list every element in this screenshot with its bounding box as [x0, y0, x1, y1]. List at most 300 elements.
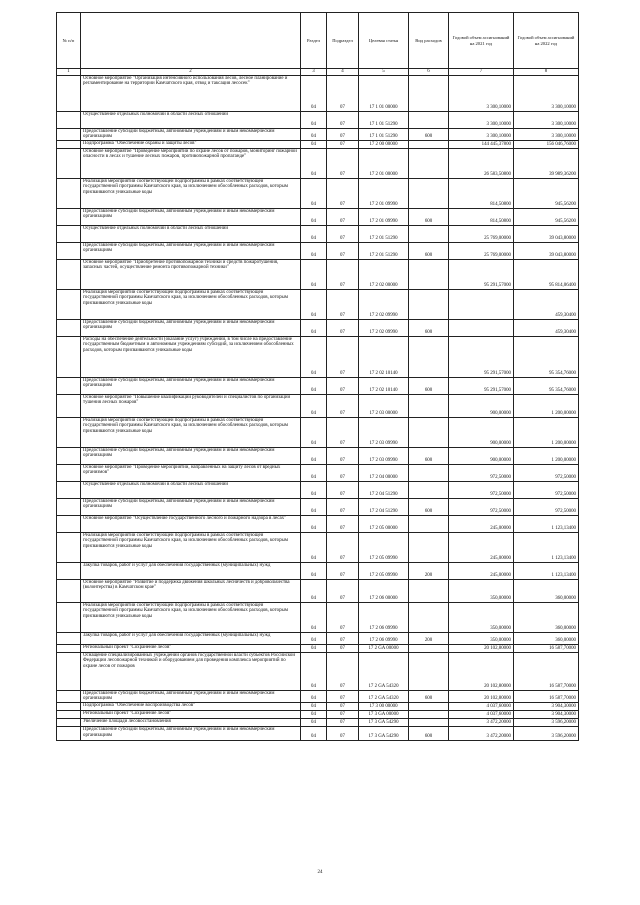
- cell-section: 04: [301, 319, 327, 336]
- cell-amount-2022: 3 596,20000: [514, 726, 579, 740]
- cell-section: 04: [301, 702, 327, 710]
- cell-num: [57, 75, 81, 111]
- column-number: 5: [359, 69, 409, 76]
- table-row: [57, 75, 579, 111]
- cell-article: 17 2 01 09990: [359, 178, 409, 208]
- cell-amount-2021: 972,50000: [449, 498, 514, 515]
- cell-article: 17 2 01 51290: [359, 242, 409, 259]
- header-name: [81, 13, 301, 69]
- cell-article: 17 2 03 09990: [359, 447, 409, 464]
- cell-name: Осуществление отдельных полномочий в области лесных отношений: [81, 225, 301, 242]
- cell-subsection: 07: [327, 602, 359, 632]
- cell-num: [57, 515, 81, 532]
- cell-amount-2021: 900,00000: [449, 417, 514, 447]
- cell-subsection: 07: [327, 726, 359, 740]
- cell-expense-type: [409, 75, 449, 111]
- cell-num: [57, 377, 81, 394]
- cell-section: 04: [301, 562, 327, 579]
- cell-section: 04: [301, 148, 327, 178]
- cell-amount-2021: 814,50800: [449, 178, 514, 208]
- cell-amount-2021: 900,00000: [449, 394, 514, 417]
- cell-section: 04: [301, 394, 327, 417]
- cell-amount-2022: 39 043,80000: [514, 225, 579, 242]
- cell-subsection: 07: [327, 464, 359, 481]
- cell-subsection: 07: [327, 140, 359, 148]
- cell-amount-2021: 972,50000: [449, 481, 514, 498]
- cell-amount-2021: 3 472,20000: [449, 718, 514, 726]
- cell-article: 17 2 02 10140: [359, 377, 409, 394]
- cell-amount-2022: 156 046,76000: [514, 140, 579, 148]
- cell-num: [57, 111, 81, 128]
- cell-name: Региональный проект "Сохранение лесов": [81, 644, 301, 652]
- cell-subsection: 07: [327, 394, 359, 417]
- cell-num: [57, 447, 81, 464]
- cell-amount-2021: 4 037,60000: [449, 702, 514, 710]
- cell-expense-type: [409, 602, 449, 632]
- cell-article: 17 2 00 00000: [359, 140, 409, 148]
- cell-section: 04: [301, 377, 327, 394]
- cell-amount-2022: 1 200,00000: [514, 447, 579, 464]
- cell-name: Основное мероприятие "Проведение мероприятий, направленных на защиту лесов от вредных организмов": [81, 464, 301, 481]
- table-row: [57, 498, 579, 515]
- cell-subsection: 07: [327, 515, 359, 532]
- cell-section: 04: [301, 481, 327, 498]
- cell-section: 04: [301, 140, 327, 148]
- header-num: № п/п: [57, 13, 81, 69]
- cell-section: 04: [301, 726, 327, 740]
- cell-amount-2022: 360,00000: [514, 602, 579, 632]
- header-2022: Годовой объем ассигнований на 2022 год: [514, 13, 579, 69]
- cell-amount-2022: 3 904,30000: [514, 702, 579, 710]
- table-row: [57, 652, 579, 690]
- cell-amount-2021: 20 102,80000: [449, 690, 514, 702]
- cell-num: [57, 128, 81, 140]
- cell-num: [57, 632, 81, 644]
- cell-expense-type: [409, 259, 449, 289]
- cell-subsection: 07: [327, 702, 359, 710]
- cell-expense-type: [409, 111, 449, 128]
- column-number-row: [57, 69, 579, 76]
- cell-name: Основное мероприятие "Организация интенсивного использования лесов, лесное планирование и регламентирование на территории Камчатского края, отвод и таксация лесосек": [81, 75, 301, 111]
- cell-name: Предоставление субсидий бюджетным, автономным учреждениям и иным некоммерческим организациям: [81, 128, 301, 140]
- table-row: [57, 602, 579, 632]
- cell-expense-type: [409, 225, 449, 242]
- cell-section: 04: [301, 579, 327, 602]
- cell-section: 04: [301, 602, 327, 632]
- column-number: 3: [301, 69, 327, 76]
- cell-num: [57, 690, 81, 702]
- table-row: [57, 289, 579, 319]
- cell-amount-2021: 25 769,00000: [449, 225, 514, 242]
- cell-name: Реализация мероприятий соответствующей подпрограммы в рамках соответствующей государственной программы Камчатского края, за исключением обособленных расходов, которым присваиваются уникальные коды: [81, 602, 301, 632]
- cell-amount-2021: 95 291,57000: [449, 377, 514, 394]
- table-row: [57, 579, 579, 602]
- cell-num: [57, 140, 81, 148]
- table-row: [57, 481, 579, 498]
- cell-name: Основное мероприятие "Развитие и поддержка движения школьных лесничеств и добровольчества (волонтерства) в Камчатском крае": [81, 579, 301, 602]
- cell-article: 17 3 GA 00000: [359, 710, 409, 718]
- cell-expense-type: 600: [409, 242, 449, 259]
- cell-section: 04: [301, 498, 327, 515]
- cell-name: Предоставление субсидий бюджетным, автономным учреждениям и иным некоммерческим организациям: [81, 208, 301, 225]
- cell-num: [57, 225, 81, 242]
- column-number: 2: [81, 69, 301, 76]
- cell-name: Предоставление субсидий бюджетным, автономным учреждениям и иным некоммерческим организациям: [81, 447, 301, 464]
- cell-section: 04: [301, 417, 327, 447]
- cell-num: [57, 208, 81, 225]
- cell-section: 04: [301, 242, 327, 259]
- cell-expense-type: 600: [409, 128, 449, 140]
- cell-expense-type: 600: [409, 447, 449, 464]
- cell-amount-2022: 459,30400: [514, 289, 579, 319]
- cell-amount-2021: 3 300,10000: [449, 111, 514, 128]
- cell-name: Основное мероприятие "Проведение мероприятий по охране лесов от пожаров, мониторинг пожарной опасности в лесах и тушение лесных пожаров, противопожарной пропаганде": [81, 148, 301, 178]
- cell-amount-2021: 25 769,00000: [449, 242, 514, 259]
- column-number: 7: [449, 69, 514, 76]
- cell-amount-2022: 945,56200: [514, 208, 579, 225]
- cell-amount-2021: 350,00000: [449, 579, 514, 602]
- cell-amount-2021: 814,50800: [449, 208, 514, 225]
- cell-num: [57, 718, 81, 726]
- cell-amount-2022: 95 814,06400: [514, 259, 579, 289]
- cell-num: [57, 481, 81, 498]
- cell-article: 17 1 01 51290: [359, 111, 409, 128]
- header-section: Раздел: [301, 13, 327, 69]
- cell-num: [57, 602, 81, 632]
- cell-expense-type: [409, 336, 449, 377]
- table-row: [57, 515, 579, 532]
- cell-section: 04: [301, 690, 327, 702]
- page-number: 24: [317, 870, 323, 875]
- cell-amount-2021: 26 583,50800: [449, 148, 514, 178]
- cell-name: Осуществление отдельных полномочий в области лесных отношений: [81, 481, 301, 498]
- column-number: 6: [409, 69, 449, 76]
- cell-expense-type: [409, 644, 449, 652]
- cell-amount-2022: 1 123,13400: [514, 515, 579, 532]
- header-expense-type: Вид расходов: [409, 13, 449, 69]
- table-row: [57, 111, 579, 128]
- cell-subsection: 07: [327, 532, 359, 562]
- cell-expense-type: [409, 718, 449, 726]
- cell-name: Увеличение площади лесовосстановления: [81, 718, 301, 726]
- cell-num: [57, 464, 81, 481]
- cell-article: 17 2 02 09990: [359, 289, 409, 319]
- cell-amount-2022: 972,50000: [514, 498, 579, 515]
- table-body: [57, 75, 579, 740]
- cell-amount-2022: 3 904,30000: [514, 710, 579, 718]
- cell-amount-2022: 95 354,76000: [514, 377, 579, 394]
- cell-num: [57, 702, 81, 710]
- table-row: [57, 336, 579, 377]
- cell-name: Реализация мероприятий соответствующей подпрограммы в рамках соответствующей государственной программы Камчатского края, за исключением обособленных расходов, которым присваиваются уникальные коды: [81, 178, 301, 208]
- cell-name: Предоставление субсидий бюджетным, автономным учреждениям и иным некоммерческим организациям: [81, 690, 301, 702]
- cell-subsection: 07: [327, 75, 359, 111]
- cell-amount-2021: 3 300,10000: [449, 128, 514, 140]
- cell-amount-2022: 459,30400: [514, 319, 579, 336]
- cell-expense-type: 200: [409, 632, 449, 644]
- cell-expense-type: [409, 652, 449, 690]
- cell-amount-2021: 245,00000: [449, 515, 514, 532]
- cell-expense-type: [409, 710, 449, 718]
- cell-name: Предоставление субсидий бюджетным, автономным учреждениям и иным некоммерческим организациям: [81, 242, 301, 259]
- cell-article: 17 2 06 09990: [359, 602, 409, 632]
- cell-subsection: 07: [327, 718, 359, 726]
- cell-name: Основное мероприятие "Приобретение противопожарной техники и средств пожаротушения, запасных частей, осуществление ремонта противопожарной техники": [81, 259, 301, 289]
- cell-amount-2021: 350,00000: [449, 602, 514, 632]
- cell-subsection: 07: [327, 289, 359, 319]
- cell-subsection: 07: [327, 562, 359, 579]
- cell-section: 04: [301, 128, 327, 140]
- cell-num: [57, 178, 81, 208]
- cell-section: 04: [301, 178, 327, 208]
- cell-amount-2021: [449, 319, 514, 336]
- cell-amount-2021: 144 445,37800: [449, 140, 514, 148]
- cell-amount-2021: 4 037,60000: [449, 710, 514, 718]
- cell-expense-type: 200: [409, 562, 449, 579]
- cell-section: 04: [301, 111, 327, 128]
- cell-section: 04: [301, 632, 327, 644]
- cell-expense-type: [409, 515, 449, 532]
- cell-subsection: 07: [327, 319, 359, 336]
- table-row: [57, 259, 579, 289]
- cell-section: 04: [301, 336, 327, 377]
- cell-expense-type: [409, 464, 449, 481]
- cell-amount-2021: 972,50000: [449, 464, 514, 481]
- cell-name: Предоставление субсидий бюджетным, автономным учреждениям и иным некоммерческим организациям: [81, 319, 301, 336]
- cell-article: 17 2 05 00000: [359, 515, 409, 532]
- cell-article: 17 2 01 51290: [359, 225, 409, 242]
- cell-num: [57, 259, 81, 289]
- cell-section: 04: [301, 710, 327, 718]
- cell-expense-type: 600: [409, 377, 449, 394]
- table-row: [57, 148, 579, 178]
- cell-name: Подпрограмма "Обеспечение воспроизводства лесов": [81, 702, 301, 710]
- budget-table: [56, 12, 579, 741]
- table-row: [57, 242, 579, 259]
- cell-section: 04: [301, 447, 327, 464]
- cell-article: 17 2 05 09990: [359, 562, 409, 579]
- table-row: [57, 718, 579, 726]
- cell-amount-2022: 16 587,70000: [514, 652, 579, 690]
- cell-name: Осуществление отдельных полномочий в области лесных отношений: [81, 111, 301, 128]
- cell-subsection: 07: [327, 652, 359, 690]
- cell-article: 17 2 05 09990: [359, 532, 409, 562]
- cell-expense-type: 600: [409, 726, 449, 740]
- cell-amount-2021: [449, 289, 514, 319]
- cell-expense-type: [409, 140, 449, 148]
- cell-amount-2022: 3 596,20000: [514, 718, 579, 726]
- cell-expense-type: 600: [409, 208, 449, 225]
- cell-subsection: 07: [327, 498, 359, 515]
- cell-article: 17 2 02 00000: [359, 259, 409, 289]
- table-row: [57, 377, 579, 394]
- cell-amount-2022: 360,00000: [514, 632, 579, 644]
- cell-article: 17 3 00 00000: [359, 702, 409, 710]
- cell-amount-2021: 20 102,80000: [449, 644, 514, 652]
- cell-subsection: 07: [327, 710, 359, 718]
- cell-article: 17 2 06 09990: [359, 632, 409, 644]
- cell-expense-type: 600: [409, 498, 449, 515]
- header-article: Целевая статья: [359, 13, 409, 69]
- cell-subsection: 07: [327, 259, 359, 289]
- cell-subsection: 07: [327, 377, 359, 394]
- table-row: [57, 128, 579, 140]
- cell-section: 04: [301, 259, 327, 289]
- cell-num: [57, 498, 81, 515]
- cell-article: 17 2 03 09990: [359, 417, 409, 447]
- cell-section: 04: [301, 652, 327, 690]
- table-row: [57, 644, 579, 652]
- cell-article: 17 2 06 00000: [359, 579, 409, 602]
- cell-article: 17 2 04 51290: [359, 498, 409, 515]
- cell-subsection: 07: [327, 447, 359, 464]
- cell-num: [57, 532, 81, 562]
- cell-article: 17 1 01 51290: [359, 128, 409, 140]
- table-row: [57, 632, 579, 644]
- cell-article: 17 2 02 10140: [359, 336, 409, 377]
- cell-amount-2021: 245,00000: [449, 562, 514, 579]
- cell-section: 04: [301, 644, 327, 652]
- cell-article: 17 2 01 00000: [359, 148, 409, 178]
- cell-amount-2022: 3 300,10000: [514, 75, 579, 111]
- cell-name: Региональный проект "Сохранение лесов": [81, 710, 301, 718]
- cell-amount-2021: 3 300,10000: [449, 75, 514, 111]
- cell-subsection: 07: [327, 178, 359, 208]
- cell-num: [57, 726, 81, 740]
- cell-num: [57, 652, 81, 690]
- header-2021: Годовой объем ассигнований на 2021 год: [449, 13, 514, 69]
- cell-expense-type: [409, 579, 449, 602]
- cell-amount-2022: 39 989,36200: [514, 148, 579, 178]
- cell-subsection: 07: [327, 417, 359, 447]
- cell-article: 17 2 GA 54320: [359, 652, 409, 690]
- cell-num: [57, 148, 81, 178]
- cell-amount-2022: 16 587,70000: [514, 644, 579, 652]
- table-row: [57, 710, 579, 718]
- cell-article: 17 2 03 00000: [359, 394, 409, 417]
- column-number: 4: [327, 69, 359, 76]
- cell-section: 04: [301, 515, 327, 532]
- table-row: [57, 394, 579, 417]
- cell-section: 04: [301, 208, 327, 225]
- table-row: [57, 208, 579, 225]
- cell-subsection: 07: [327, 128, 359, 140]
- cell-article: 17 2 01 09990: [359, 208, 409, 225]
- cell-article: 17 2 04 00000: [359, 464, 409, 481]
- table-row: [57, 726, 579, 740]
- cell-expense-type: [409, 289, 449, 319]
- cell-section: 04: [301, 532, 327, 562]
- cell-expense-type: [409, 178, 449, 208]
- cell-name: Закупка товаров, работ и услуг для обеспечения государственных (муниципальных) нужд: [81, 632, 301, 644]
- cell-expense-type: 600: [409, 319, 449, 336]
- cell-expense-type: [409, 394, 449, 417]
- table-row: [57, 690, 579, 702]
- cell-amount-2021: 95 291,57000: [449, 336, 514, 377]
- cell-amount-2022: 1 200,00000: [514, 394, 579, 417]
- cell-name: Реализация мероприятий соответствующей подпрограммы в рамках соответствующей государственной программы Камчатского края, за исключением обособленных расходов, которым присваиваются уникальные коды: [81, 289, 301, 319]
- cell-num: [57, 579, 81, 602]
- table-row: [57, 447, 579, 464]
- cell-name: Оснащение специализированных учреждений органов государственной власти субъектов Российской Федерации лесопожарной техникой и оборудованием для проведения комплекса мероприятий по охране лесов от пожаров: [81, 652, 301, 690]
- cell-amount-2022: 1 200,00000: [514, 417, 579, 447]
- cell-subsection: 07: [327, 225, 359, 242]
- cell-num: [57, 319, 81, 336]
- cell-amount-2022: 945,56200: [514, 178, 579, 208]
- cell-num: [57, 710, 81, 718]
- cell-name: Основное мероприятие "Повышение квалификации руководителей и специалистов по организации тушения лесных пожаров": [81, 394, 301, 417]
- cell-subsection: 07: [327, 644, 359, 652]
- cell-name: Расходы на обеспечение деятельности (оказание услуг) учреждений, в том числе на предоставление государственным бюджетным и автономным учреждениям субсидий, за исключением обособленных расходов, которым присваиваются уникальные коды: [81, 336, 301, 377]
- cell-num: [57, 394, 81, 417]
- cell-amount-2022: 3 300,10000: [514, 111, 579, 128]
- column-number: 1: [57, 69, 81, 76]
- cell-num: [57, 242, 81, 259]
- cell-subsection: 07: [327, 336, 359, 377]
- cell-num: [57, 644, 81, 652]
- cell-amount-2022: 972,50000: [514, 464, 579, 481]
- cell-subsection: 07: [327, 148, 359, 178]
- cell-amount-2022: 3 300,10000: [514, 128, 579, 140]
- cell-amount-2022: 16 587,70000: [514, 690, 579, 702]
- cell-expense-type: [409, 417, 449, 447]
- cell-section: 04: [301, 718, 327, 726]
- cell-amount-2022: 360,00000: [514, 579, 579, 602]
- cell-subsection: 07: [327, 242, 359, 259]
- cell-section: 04: [301, 464, 327, 481]
- cell-amount-2021: 20 102,80000: [449, 652, 514, 690]
- cell-amount-2022: 972,50000: [514, 481, 579, 498]
- cell-subsection: 07: [327, 481, 359, 498]
- cell-subsection: 07: [327, 632, 359, 644]
- cell-expense-type: [409, 702, 449, 710]
- cell-article: 17 3 GA 54290: [359, 718, 409, 726]
- cell-name: Подпрограмма "Обеспечение охраны и защиты лесов": [81, 140, 301, 148]
- table-row: [57, 140, 579, 148]
- cell-expense-type: 600: [409, 690, 449, 702]
- header-subsection: Подраздел: [327, 13, 359, 69]
- table-header-row: [57, 13, 579, 69]
- cell-amount-2022: 39 043,80000: [514, 242, 579, 259]
- cell-name: Предоставление субсидий бюджетным, автономным учреждениям и иным некоммерческим организациям: [81, 498, 301, 515]
- cell-section: 04: [301, 289, 327, 319]
- cell-article: 17 2 GA 00000: [359, 644, 409, 652]
- cell-name: Предоставление субсидий бюджетным, автономным учреждениям и иным некоммерческим организациям: [81, 726, 301, 740]
- table-row: [57, 417, 579, 447]
- cell-article: 17 1 01 00000: [359, 75, 409, 111]
- cell-name: Закупка товаров, работ и услуг для обеспечения государственных (муниципальных) нужд: [81, 562, 301, 579]
- cell-subsection: 07: [327, 111, 359, 128]
- cell-num: [57, 417, 81, 447]
- cell-amount-2021: 245,00000: [449, 532, 514, 562]
- cell-expense-type: [409, 532, 449, 562]
- cell-amount-2021: 95 291,57000: [449, 259, 514, 289]
- cell-name: Предоставление субсидий бюджетным, автономным учреждениям и иным некоммерческим организациям: [81, 377, 301, 394]
- cell-num: [57, 562, 81, 579]
- table-row: [57, 178, 579, 208]
- cell-num: [57, 336, 81, 377]
- cell-article: 17 2 02 09990: [359, 319, 409, 336]
- cell-subsection: 07: [327, 579, 359, 602]
- cell-article: 17 3 GA 54290: [359, 726, 409, 740]
- cell-amount-2021: 900,00000: [449, 447, 514, 464]
- cell-section: 04: [301, 225, 327, 242]
- table-row: [57, 225, 579, 242]
- cell-amount-2021: 3 472,20000: [449, 726, 514, 740]
- table-row: [57, 532, 579, 562]
- cell-amount-2021: 350,00000: [449, 632, 514, 644]
- column-number: 8: [514, 69, 579, 76]
